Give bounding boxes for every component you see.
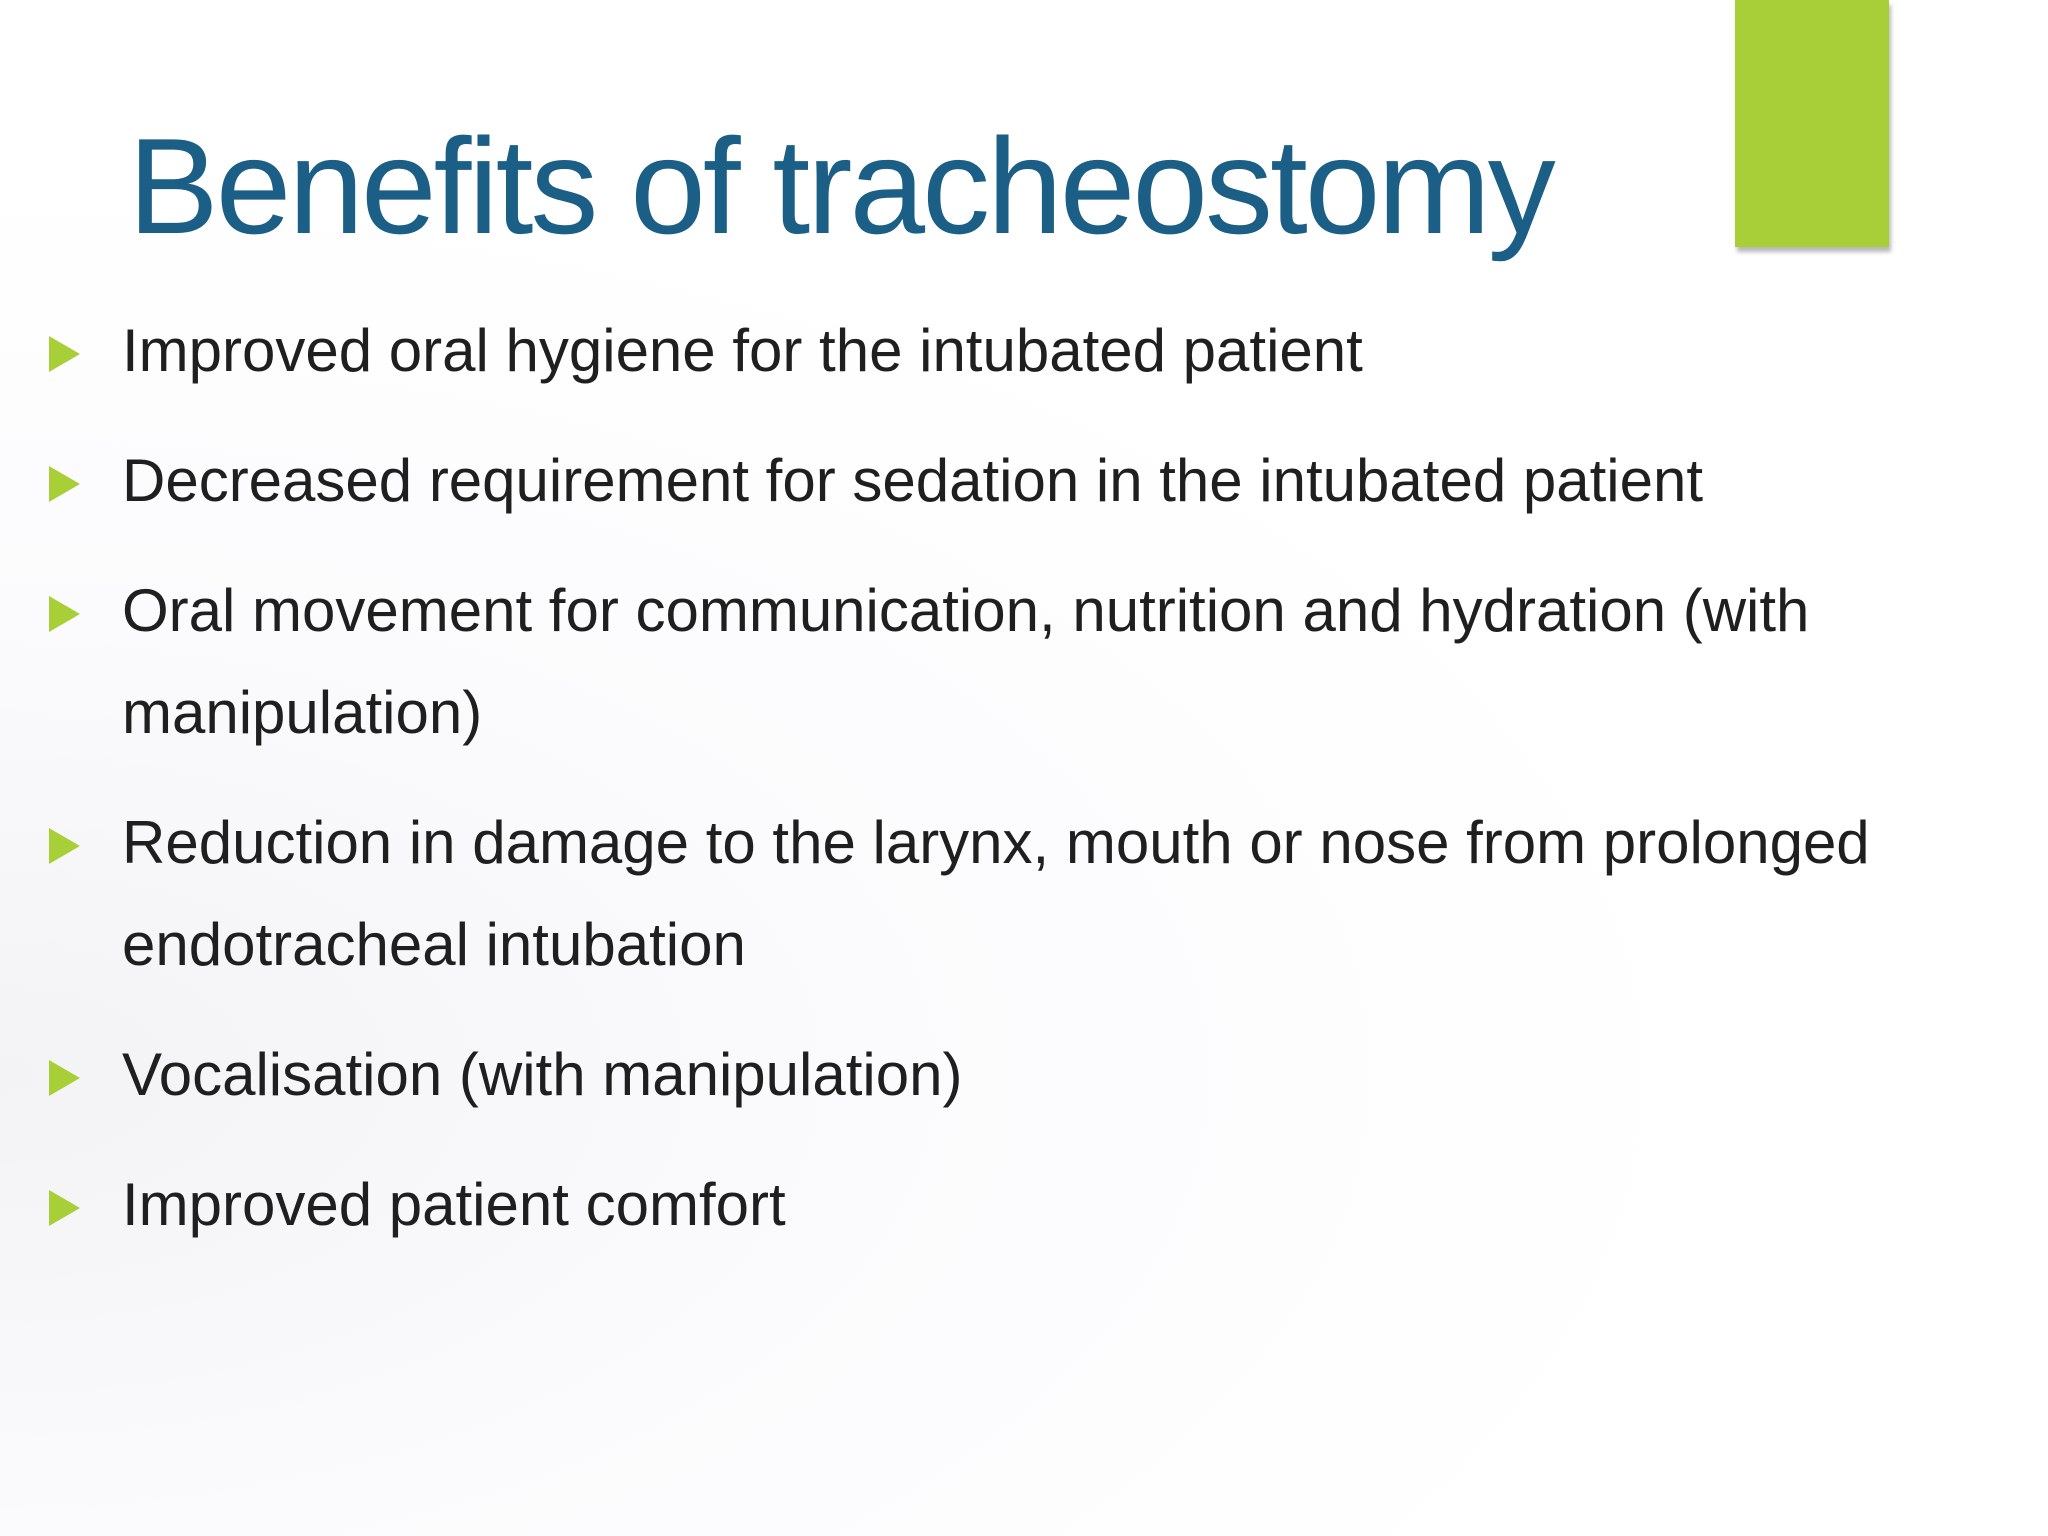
bullet-list [0,300,1960,1284]
bullet-item [0,1024,1960,1126]
bullet-item [0,430,1960,532]
accent-bar [1735,0,1889,247]
triangle-right-icon [49,596,80,632]
triangle-right-icon [49,1060,80,1096]
triangle-right-icon [49,828,80,864]
bullet-text: Improved oral hygiene for the intubated patient [122,317,1363,384]
bullet-item [0,300,1960,402]
triangle-right-icon [49,336,80,372]
bullet-text: Reduction in damage to the larynx, mouth or nose from prolonged endotracheal intubation [122,809,1870,978]
slide-title: Benefits of tracheostomy [128,110,1553,262]
bullet-text: Decreased requirement for sedation in the intubated patient [122,447,1704,514]
bullet-text: Oral movement for communication, nutrition and hydration (with manipulation) [122,577,1810,746]
triangle-right-icon [49,1190,80,1226]
bullet-text: Improved patient comfort [122,1171,786,1238]
bullet-text: Vocalisation (with manipulation) [122,1041,963,1108]
bullet-item [0,792,1960,996]
bullet-item [0,560,1960,764]
bullet-item [0,1154,1960,1256]
triangle-right-icon [49,466,80,502]
